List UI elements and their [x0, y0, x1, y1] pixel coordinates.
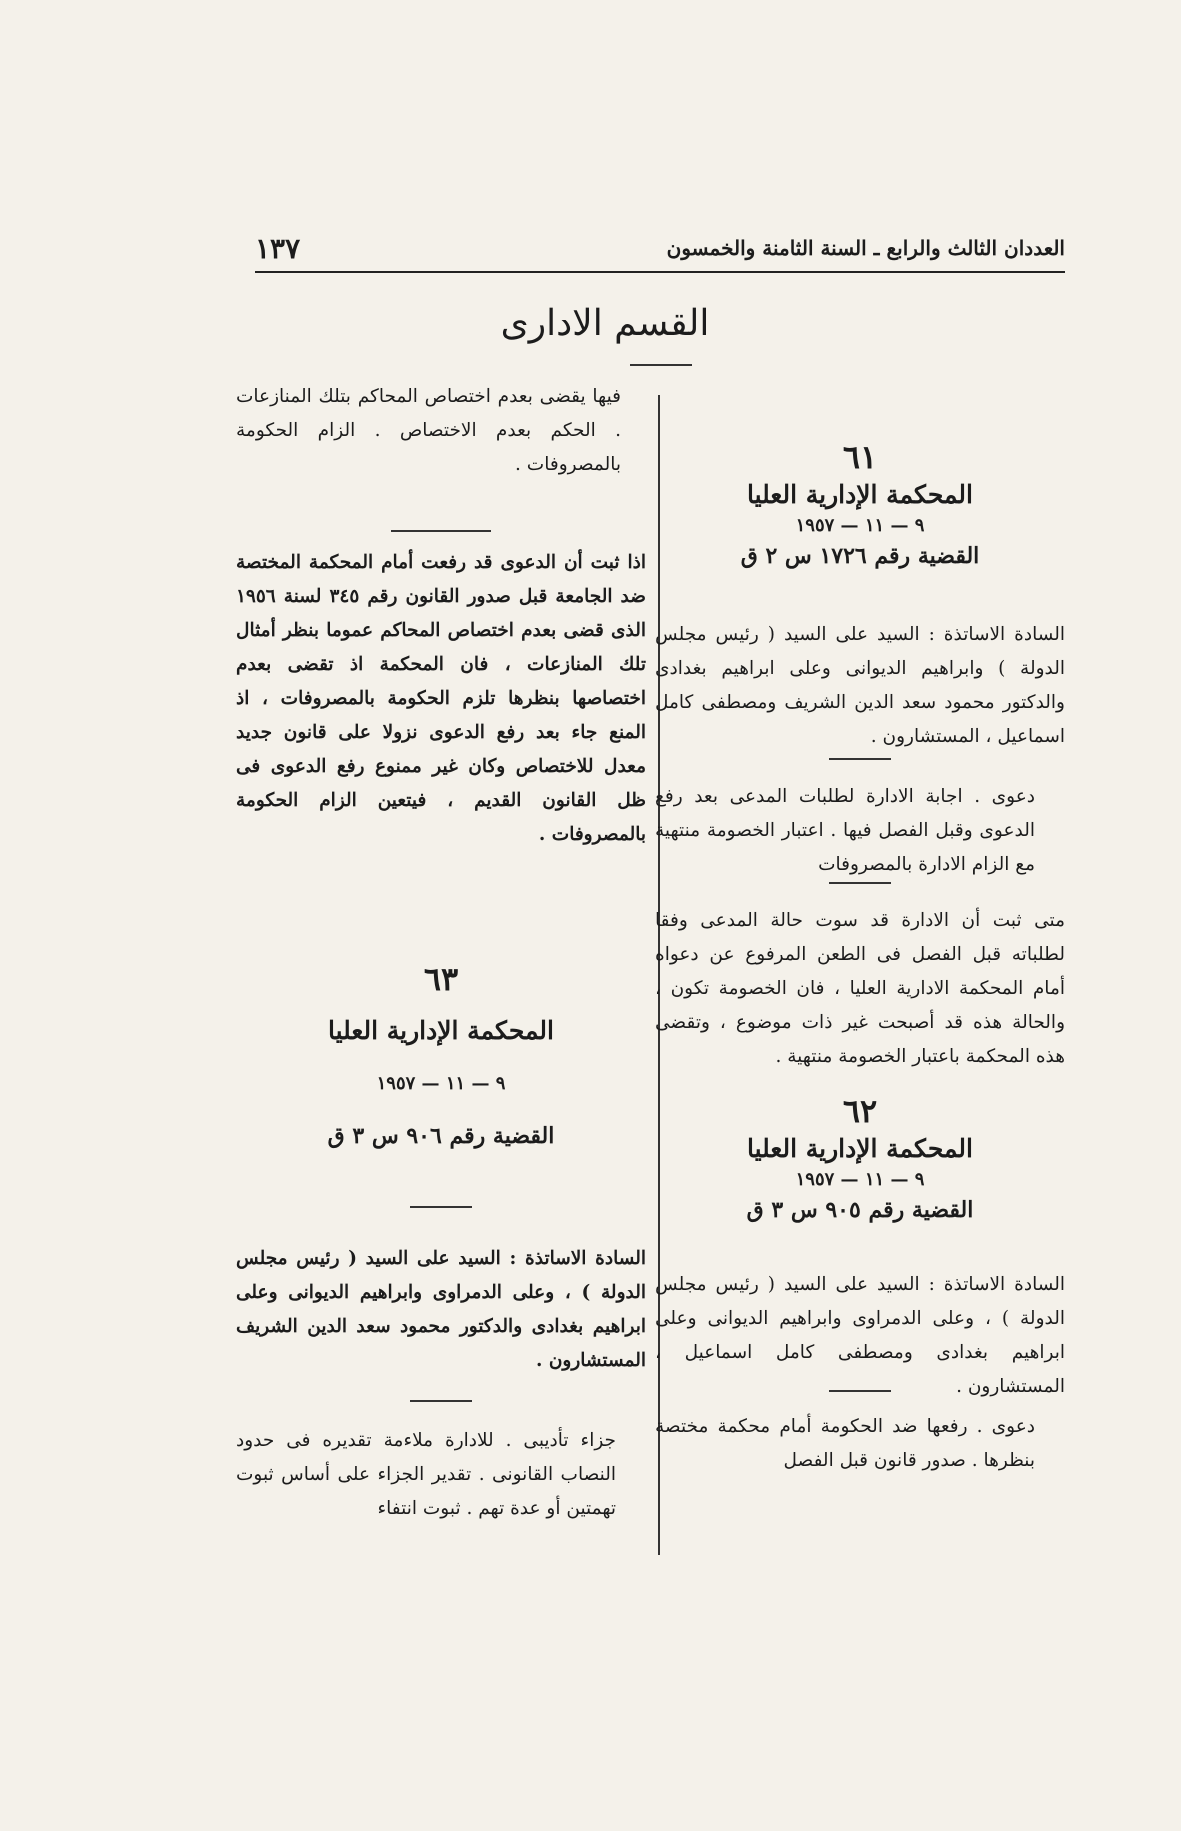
case-date: ٩ — ١١ — ١٩٥٧ — [376, 1073, 506, 1094]
case-62-members: السادة الاساتذة : السيد على السيد ( رئيس مجلس الدولة ) ، وعلى الدمراوى وابراهيم الديوانى وعلى ابراهيم بغدادى ومصطفى كامل اسماعيل ، المستشارون . — [655, 1274, 1065, 1397]
separator — [236, 1206, 646, 1208]
case-61-heading — [655, 436, 1065, 572]
case-63-summary: جزاء تأديبى . للادارة ملاءمة تقديره فى حدود النصاب القانونى . تقدير الجزاء على أساس ثبوت تهمتين أو عدة تهم . ثبوت انتفاء — [236, 1430, 616, 1519]
case-61-summary: دعوى . اجابة الادارة لطلبات المدعى بعد رفع الدعوى وقبل الفصل فيها . اعتبار الخصومة منتهية مع الزام الادارة بالمصروفات — [655, 786, 1035, 875]
case-62-summary: دعوى . رفعها ضد الحكومة أمام محكمة مختصة بنظرها . صدور قانون قبل الفصل — [655, 1416, 1035, 1471]
separator — [655, 758, 1065, 760]
separator — [655, 1390, 1065, 1392]
case-63-heading — [236, 958, 646, 1152]
separator — [655, 882, 1065, 884]
case-reference: القضية رقم ٩٠٦ س ٣ ق — [327, 1123, 555, 1149]
section-title: القسم الادارى — [500, 303, 710, 344]
case-62-heading — [655, 1090, 1065, 1226]
case-number: ٦٢ — [842, 1092, 878, 1130]
case-date: ٩ — ١١ — ١٩٥٧ — [795, 515, 925, 536]
running-header — [255, 228, 1065, 268]
court-name: المحكمة الإدارية العليا — [327, 1016, 554, 1045]
case-63-members: السادة الاساتذة : السيد على السيد ( رئيس مجلس الدولة ) ، وعلى الدمراوى وابراهيم الديوانى وعلى ابراهيم بغدادى والدكتور محمود سعد الدين الشريف المستشارون . — [236, 1248, 646, 1371]
case-date: ٩ — ١١ — ١٩٥٧ — [795, 1169, 925, 1190]
case-number: ٦٣ — [423, 960, 459, 998]
continued-holding: اذا ثبت أن الدعوى قد رفعت أمام المحكمة المختصة ضد الجامعة قبل صدور القانون رقم ٣٤٥ لسنة ١٩٥٦ الذى قضى بعدم اختصاص المحاكم عموما بنظر أمثال تلك المنازعات ، فان المحكمة اذ تقضى بعدم اختصاصها بنظرها تلزم الحكومة بالمصروفات ، اذ المنع جاء بعد رفع الدعوى نزولا على قانون جديد معدل للاختصاص وكان غير ممنوع رفع الدعوى فى ظل القانون القديم ، فيتعين الزام الحكومة بالمصروفات . — [236, 552, 646, 845]
running-title: العددان الثالث والرابع ـ السنة الثامنة والخمسون — [666, 236, 1065, 260]
case-number: ٦١ — [842, 438, 878, 476]
case-61-holding: متى ثبت أن الادارة قد سوت حالة المدعى وفقا لطلباته قبل الفصل فى الطعن المرفوع عن دعواه أمام المحكمة الادارية العليا ، فان الخصومة تكون ، والحالة هذه قد أصبحت غير ذات موضوع ، وتقضى هذه المحكمة باعتبار الخصومة منتهية . — [655, 910, 1065, 1067]
separator — [236, 530, 646, 532]
case-61-members: السادة الاساتذة : السيد على السيد ( رئيس مجلس الدولة ) وابراهيم الديوانى وعلى ابراهيم بغدادى والدكتور محمود سعد الدين الشريف ومصطفى كامل اسماعيل ، المستشارون . — [655, 624, 1065, 747]
header-rule — [255, 271, 1065, 273]
case-reference: القضية رقم ١٧٢٦ س ٢ ق — [740, 543, 980, 569]
section-title-rule — [630, 364, 692, 366]
case-reference: القضية رقم ٩٠٥ س ٣ ق — [746, 1197, 974, 1223]
court-name: المحكمة الإدارية العليا — [746, 1134, 973, 1163]
court-name: المحكمة الإدارية العليا — [746, 480, 973, 509]
page-number: ١٣٧ — [255, 231, 301, 265]
continued-summary: فيها يقضى بعدم اختصاص المحاكم بتلك المنازعات . الحكم بعدم الاختصاص . الزام الحكومة بالمصروفات . — [236, 386, 621, 475]
separator — [236, 1400, 646, 1402]
